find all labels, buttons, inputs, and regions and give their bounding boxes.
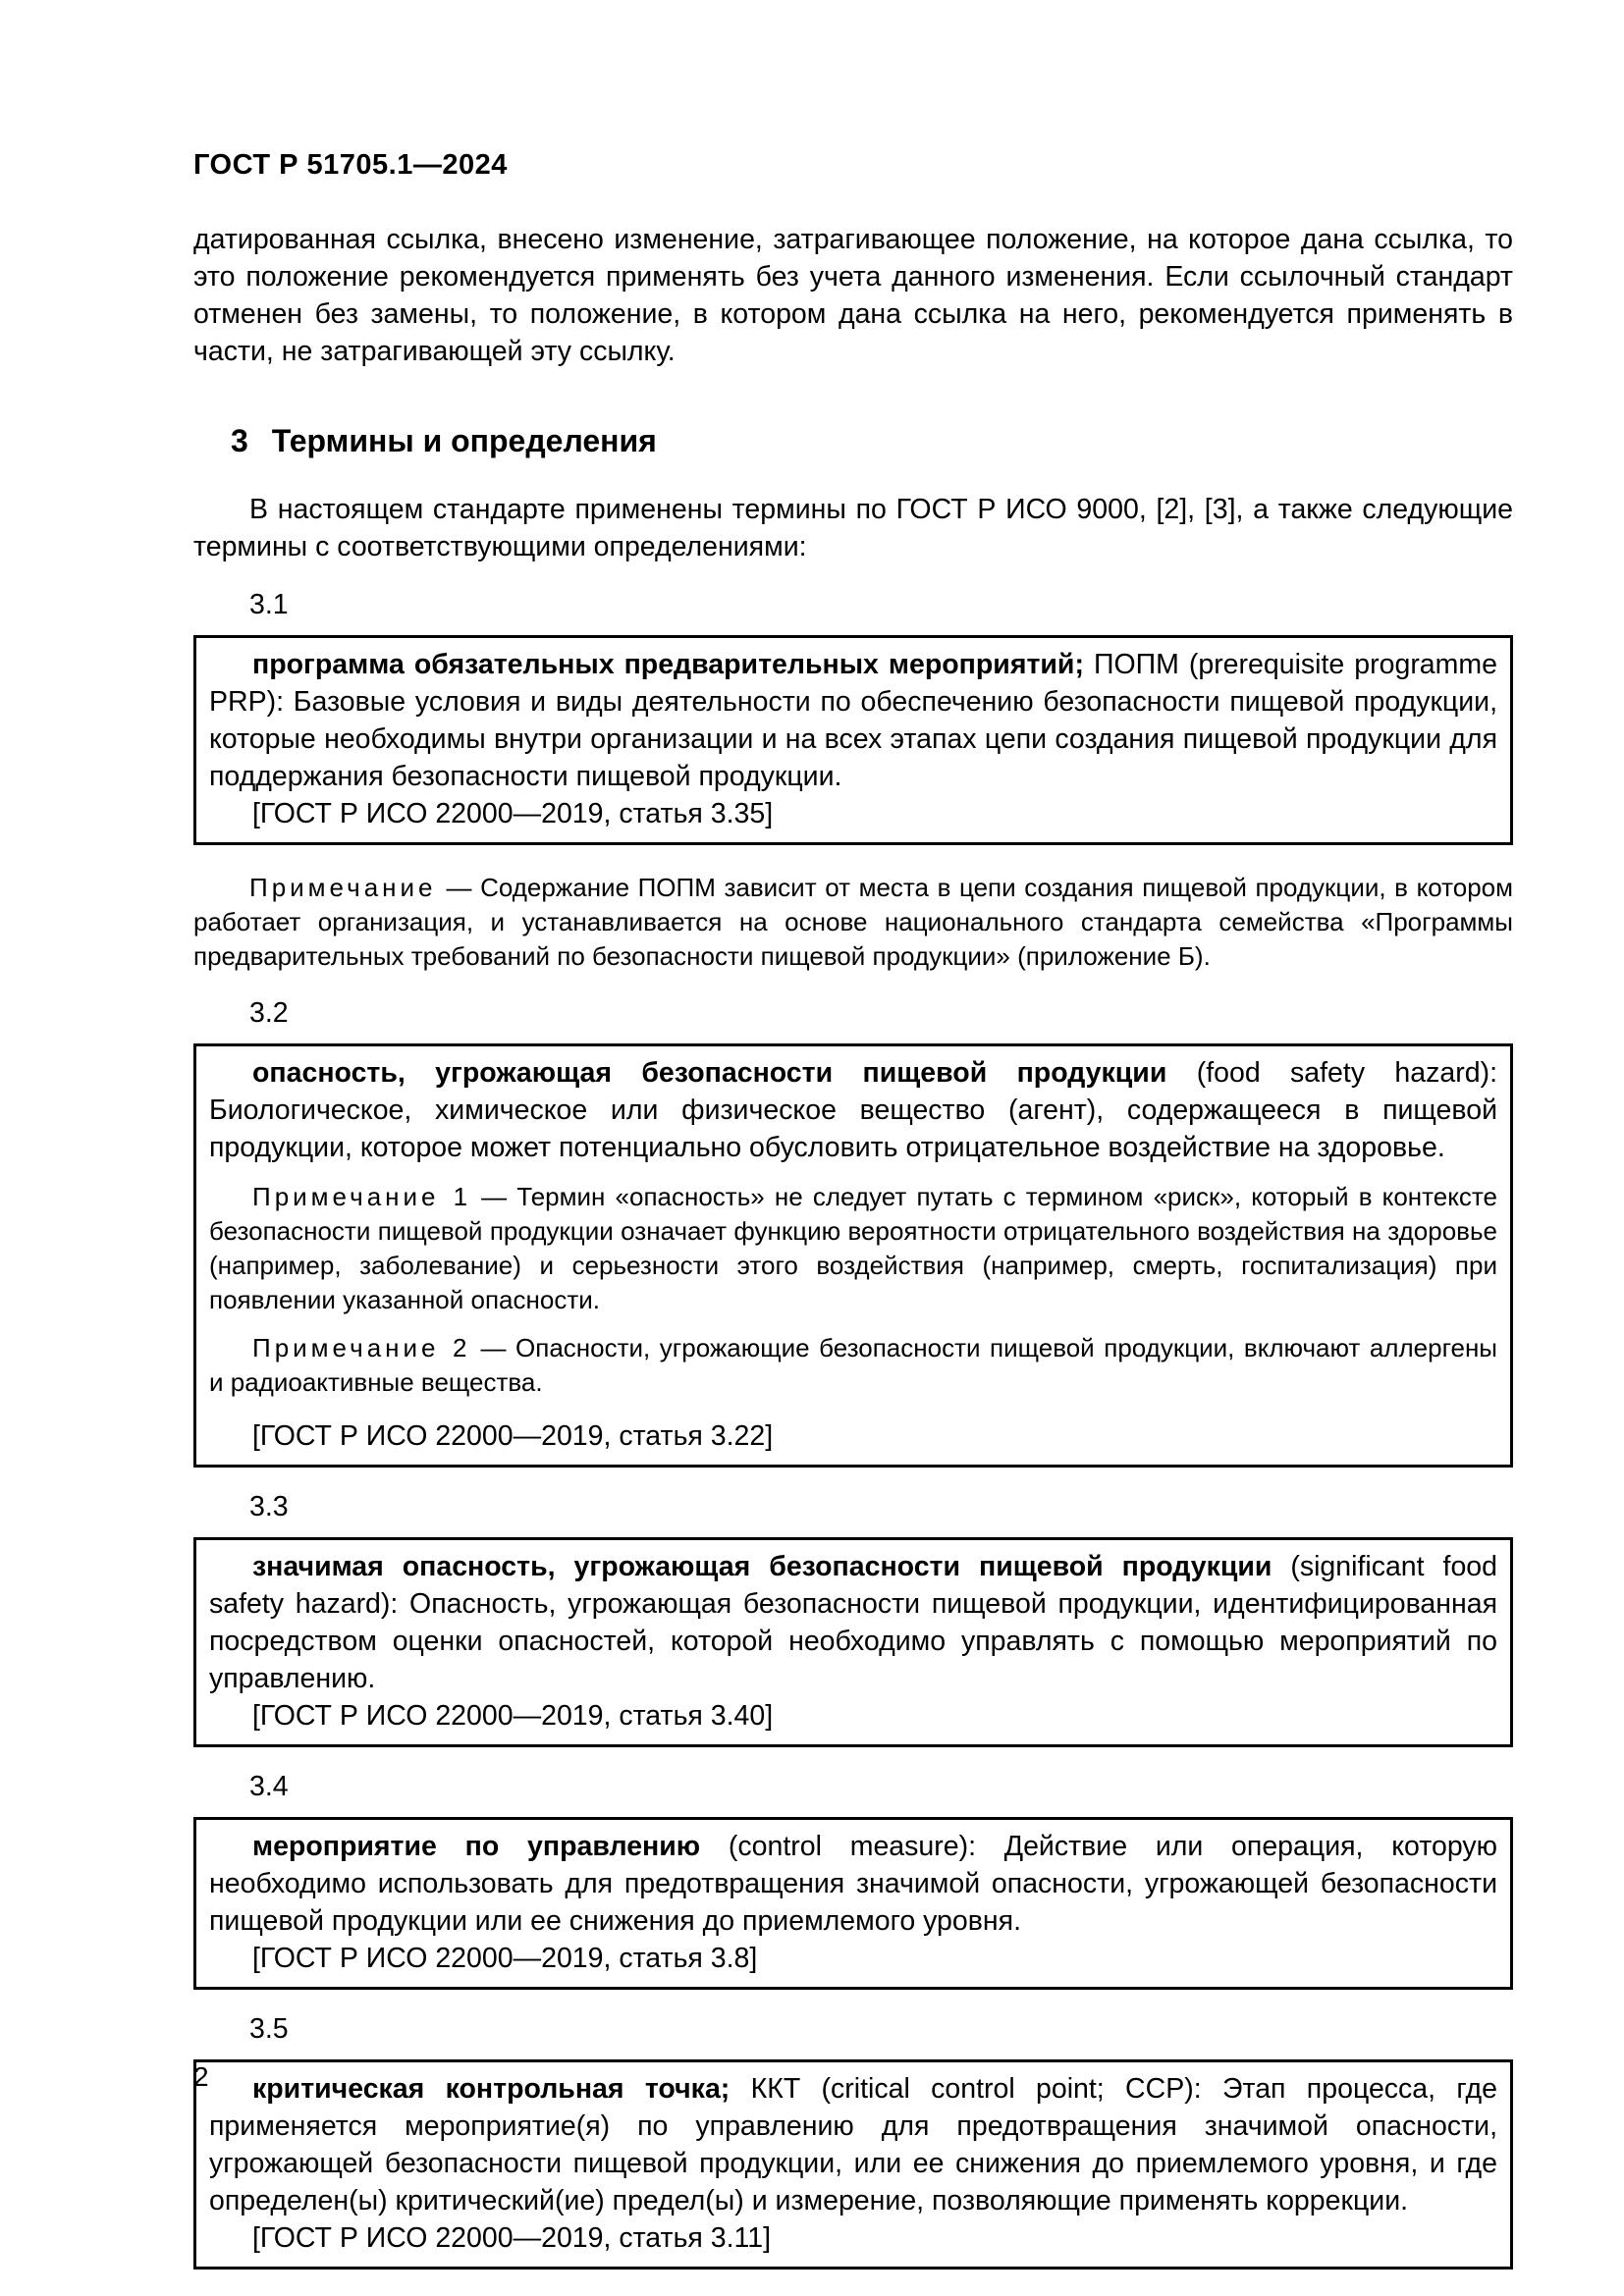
note-label-3-1: Примечание [249, 873, 437, 902]
section-number: 3 [231, 423, 248, 458]
definition-body-3-1: ПОПМ (prerequisite programme PRP): Базовые условия и виды деятельности по обеспечению безопасности пищевой продукции, которые необходимы внутри организации и на всех этапах цепи создания пищевой продукции для поддержания безопасности пищевой продукции. [209, 649, 1497, 792]
note-after-3-1 [193, 871, 1513, 974]
definition-box-3-4 [193, 1817, 1513, 1990]
note-1-label-3-2: Примечание 1 [252, 1182, 472, 1211]
definition-box-3-3 [193, 1537, 1513, 1747]
section-title: Термины и определения [271, 423, 657, 458]
clause-number-3-3: 3.3 [249, 1491, 289, 1522]
note-2-label-3-2: Примечание 2 [252, 1333, 471, 1362]
note-2-3-2 [209, 1331, 1497, 1400]
page-number: 2 [193, 2061, 209, 2092]
definition-box-3-2 [193, 1043, 1513, 1468]
citation-3-4: [ГОСТ Р ИСО 22000—2019, статья 3.8] [252, 1943, 758, 1974]
note-1-3-2 [209, 1180, 1497, 1317]
definition-paragraph-3-1 [209, 646, 1497, 795]
definition-term-3-2: опасность, угрожающая безопасности пищевой продукции [252, 1057, 1167, 1089]
continuation-paragraph: датированная ссылка, внесено изменение, затрагивающее положение, на которое дана ссылка, то это положение рекомендуется применять без учета данного изменения. Если ссылочный стандарт отменен без замены, то положение, в котором дана ссылка на него, рекомендуется применять в части, не затрагивающей эту ссылку. [193, 224, 1513, 367]
definition-body-3-4: (control measure): Действие или операция, которую необходимо использовать для предотвращения значимой опасности, угрожающей безопасности пищевой продукции или ее снижения до приемлемого уровня. [209, 1831, 1497, 1937]
definition-term-3-4: мероприятие по управлению [252, 1831, 701, 1862]
note-2-text-3-2: — Опасности, угрожающие безопасности пищевой продукции, включают аллергены и радиоактивные вещества. [209, 1333, 1497, 1397]
definition-box-3-1 [193, 635, 1513, 845]
citation-3-1: [ГОСТ Р ИСО 22000—2019, статья 3.35] [252, 798, 774, 829]
citation-3-3: [ГОСТ Р ИСО 22000—2019, статья 3.40] [252, 1700, 774, 1732]
section-heading [231, 423, 1513, 459]
definition-paragraph-3-3 [209, 1548, 1497, 1697]
note-1-text-3-2: — Термин «опасность» не следует путать с термином «риск», который в контексте безопасности пищевой продукции означает функцию вероятности отрицательного воздействия на здоровье (например, заболевание) и серьезности этого воздействия (например, смерть, госпитализация) при появлении указанной опасности. [209, 1182, 1497, 1314]
clause-number-3-1: 3.1 [249, 589, 289, 620]
definition-term-3-5: критическая контрольная точка; [252, 2073, 731, 2105]
citation-3-2: [ГОСТ Р ИСО 22000—2019, статья 3.22] [252, 1420, 774, 1452]
clause-number-3-2: 3.2 [249, 997, 289, 1029]
definition-term-3-3: значимая опасность, угрожающая безопасности пищевой продукции [252, 1551, 1272, 1582]
page-content [193, 149, 1513, 2269]
section-lead-paragraph: В настоящем стандарте применены термины по ГОСТ Р ИСО 9000, [2], [3], а также следующие термины с соответствующими определениями: [193, 494, 1513, 562]
definition-paragraph-3-2 [209, 1054, 1497, 1166]
definition-body-3-5: ККТ (critical control point; CCP): Этап процесса, где применяется мероприятие(я) по управлению для предотвращения значимой опасности, угрожающей безопасности пищевой продукции, или ее снижения до приемлемого уровня, и где определен(ы) критический(ие) предел(ы) и измерение, позволяющие применять коррекции. [209, 2073, 1497, 2216]
definition-paragraph-3-5 [209, 2070, 1497, 2219]
clause-number-3-4: 3.4 [249, 1771, 289, 1802]
definition-box-3-5 [193, 2059, 1513, 2269]
document-header: ГОСТ Р 51705.1—2024 [193, 149, 508, 181]
definition-paragraph-3-4 [209, 1828, 1497, 1940]
definition-body-3-3: (significant food safety hazard): Опасность, угрожающая безопасности пищевой продукции, идентифицированная посредством оценки опасностей, которой необходимо управлять с помощью мероприятий по управлению. [209, 1551, 1497, 1694]
definition-body-3-2: (food safety hazard): Биологическое, химическое или физическое вещество (агент), содержащееся в пищевой продукции, которое может потенциально обусловить отрицательное воздействие на здоровье. [209, 1057, 1497, 1163]
definition-term-3-1: программа обязательных предварительных мероприятий; [252, 649, 1084, 680]
note-text-3-1: — Содержание ПОПМ зависит от места в цепи создания пищевой продукции, в котором работает организация, и устанавливается на основе национального стандарта семейства «Программы предварительных требований по безопасности пищевой продукции» (приложение Б). [193, 873, 1513, 971]
clause-number-3-5: 3.5 [249, 2013, 289, 2045]
citation-3-5: [ГОСТ Р ИСО 22000—2019, статья 3.11] [252, 2222, 772, 2254]
